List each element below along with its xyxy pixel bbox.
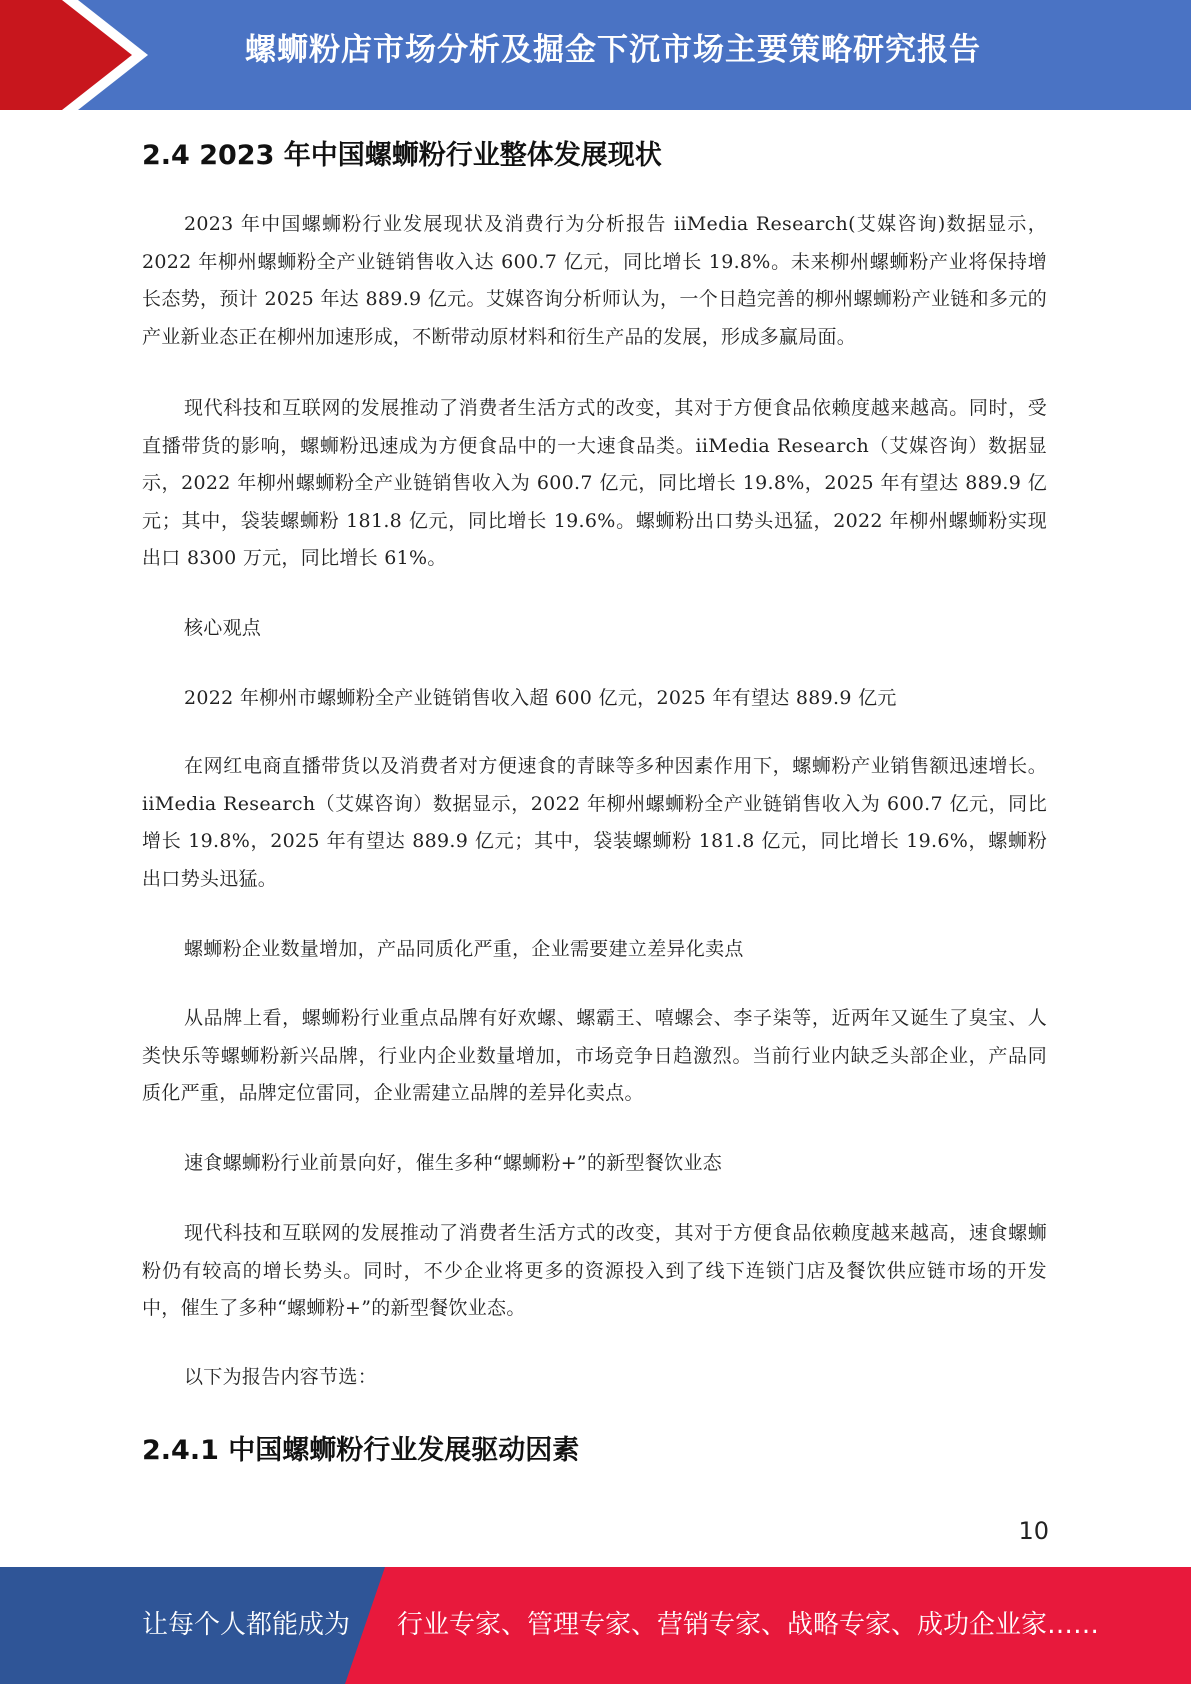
report-title: 螺蛳粉店市场分析及掘金下沉市场主要策略研究报告 xyxy=(245,32,981,68)
paragraph: 现代科技和互联网的发展推动了消费者生活方式的改变，其对于方便食品依赖度越来越高，速食螺蛳粉仍有较高的增长势头。同时，不少企业将更多的资源投入到了线下连锁门店及餐饮供应链市场的开发中，催生了多种“螺蛳粉+”的新型餐饮业态。 xyxy=(142,1222,1047,1319)
subtopic-label: 核心观点 xyxy=(184,617,262,639)
footer-slogan-right: 行业专家、管理专家、营销专家、战略专家、成功企业家…… xyxy=(397,1610,1100,1640)
subsection-heading: 2.4.1 中国螺蛳粉行业发展驱动因素 xyxy=(142,1435,580,1466)
page-number: 10 xyxy=(1018,1517,1049,1545)
paragraph: 现代科技和互联网的发展推动了消费者生活方式的改变，其对于方便食品依赖度越来越高。同时，受直播带货的影响，螺蛳粉迅速成为方便食品中的一大速食品类。iiMedia Research（艾媒咨询）数据显示，2022 年柳州螺蛳粉全产业链销售收入为 600.7 亿元，同比增长 19.8%，2025 年有望达 889.9 亿元；其中，袋装螺蛳粉 181.8 亿元，同比增长 19.6%。螺蛳粉出口势头迅猛，2022 年柳州螺蛳粉实现出口 8300 万元，同比增长 61%。 xyxy=(142,397,1047,569)
page-footer xyxy=(0,1567,1191,1684)
paragraph: 以下为报告内容节选： xyxy=(184,1366,378,1388)
subtopic-label: 2022 年柳州市螺蛳粉全产业链销售收入超 600 亿元，2025 年有望达 889.9 亿元 xyxy=(184,687,897,709)
paragraph: 2023 年中国螺蛳粉行业发展现状及消费行为分析报告 iiMedia Research(艾媒咨询)数据显示，2022 年柳州螺蛳粉全产业链销售收入达 600.7 亿元，同比增长 19.8%。未来柳州螺蛳粉产业将保持增长态势，预计 2025 年达 889.9 亿元。艾媒咨询分析师认为，一个日趋完善的柳州螺蛳粉产业链和多元的产业新业态正在柳州加速形成，不断带动原材料和衍生产品的发展，形成多赢局面。 xyxy=(142,213,1047,348)
paragraph: 在网红电商直播带货以及消费者对方便速食的青睐等多种因素作用下，螺蛳粉产业销售额迅速增长。iiMedia Research（艾媒咨询）数据显示，2022 年柳州螺蛳粉全产业链销售收入为 600.7 亿元，同比增长 19.8%，2025 年有望达 889.9 亿元；其中，袋装螺蛳粉 181.8 亿元，同比增长 19.6%，螺蛳粉出口势头迅猛。 xyxy=(142,755,1047,890)
subtopic-label: 螺蛳粉企业数量增加，产品同质化严重，企业需要建立差异化卖点 xyxy=(184,938,744,960)
paragraph: 从品牌上看，螺蛳粉行业重点品牌有好欢螺、螺霸王、嘻螺会、李子柒等，近两年又诞生了臭宝、人类快乐等螺蛳粉新兴品牌，行业内企业数量增加，市场竞争日趋激烈。当前行业内缺乏头部企业，产品同质化严重，品牌定位雷同，企业需建立品牌的差异化卖点。 xyxy=(142,1007,1047,1104)
section-heading: 2.4 2023 年中国螺蛳粉行业整体发展现状 xyxy=(142,140,662,171)
footer-slogan-left: 让每个人都能成为 xyxy=(142,1610,351,1640)
page-header xyxy=(0,0,1191,110)
subtopic-label: 速食螺蛳粉行业前景向好，催生多种“螺蛳粉+”的新型餐饮业态 xyxy=(184,1152,723,1174)
